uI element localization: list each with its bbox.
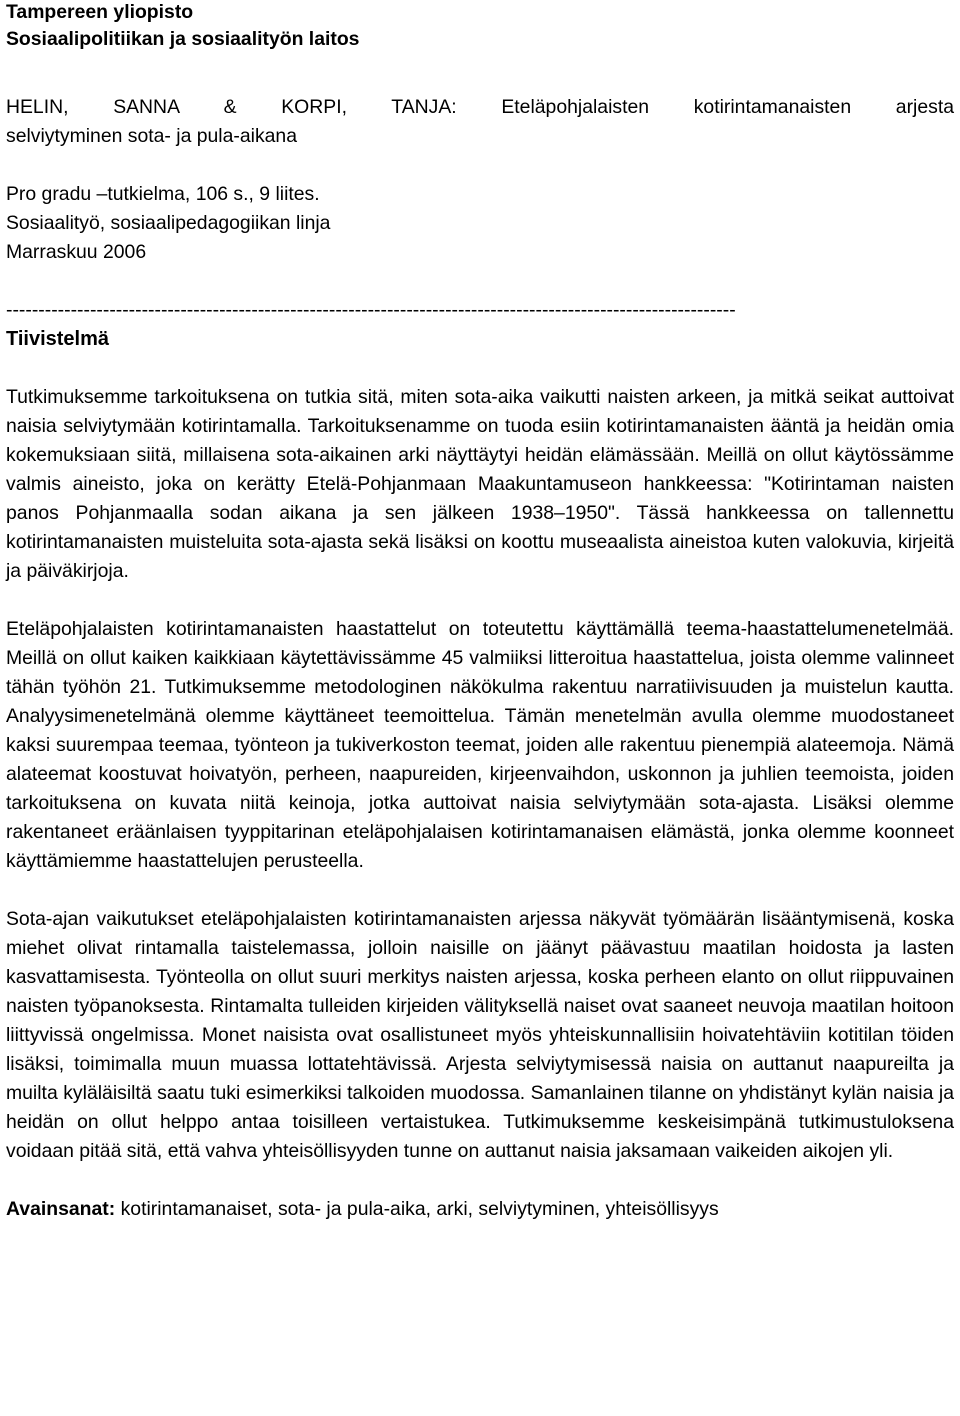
abstract-paragraph-3: Sota-ajan vaikutukset eteläpohjalaisten kotirintamanaisten arjessa näkyvät työmäärän lisääntymisenä, koska miehet olivat rintamalla taistelemassa, jolloin naisille on jäänyt päävastuu maatilan hoidosta ja lasten kasvattamisesta. Työnteolla on ollut suuri merkitys naisten arjessa, koska perheen elanto on ollut riippuvainen naisten työpanoksesta. Rintamalta tulleiden kirjeiden välityksellä naiset ovat saaneet neuvoja maatilan hoitoon liittyvissä ongelmissa. Monet naisista ovat osallistuneet myös yhteiskunnallisiin hoivatehtäviin kotitilan töiden lisäksi, toimimalla muun muassa lottatehtävissä. Arjesta selviytymisessä naisia on auttanut naapureilta ja muilta kyläläisiltä saatu tuki esimerkiksi talkoiden muodossa. Samanlainen tilanne on yhdistänyt kylän naisia ja heidän on ollut helppo antaa toisilleen vertaistukea. Tutkimuksemme keskeisimpänä tutkimustuloksena voidaan pitää sitä, että vahva yhteisöllisyyden tunne on auttanut naisia jaksamaan vaikeiden aikojen yli. bbox=[6, 908, 954, 1162]
thesis-title-line-2: selviytyminen sota- ja pula-aikana bbox=[6, 125, 298, 147]
separator-line: ----------------------------------------------------------------------------------------------------------------- bbox=[6, 299, 736, 321]
abstract-paragraph-1: Tutkimuksemme tarkoituksena on tutkia sitä, miten sota-aika vaikutti naisten arkeen, ja mitkä seikat auttoivat naisia selviytymään kotirintamalla. Tarkoituksenamme on tuoda esiin kotirintamanaisten ääntä ja heidän omia kokemuksiaan siitä, millaisena sota-aikainen arki näyttäytyi heidän elämässään. Meillä on ollut käytössämme valmis aineisto, joka on kerätty Etelä-Pohjanmaan Maakuntamuseon hankkeessa: "Kotirintaman naisten panos Pohjanmaalla sodan aikana ja sen jälkeen 1938–1950". Tässä hankkeessa on tallennettu kotirintamanaisten muisteluita sota-ajasta sekä lisäksi on koottu museaalista aineistoa kuten valokuvia, kirjeitä ja päiväkirjoja. bbox=[6, 386, 954, 582]
keywords-text: kotirintamanaiset, sota- ja pula-aika, arki, selviytyminen, yhteisöllisyys bbox=[115, 1198, 719, 1220]
spacer bbox=[6, 586, 954, 615]
spacer bbox=[6, 876, 954, 905]
thesis-type-pages: Pro gradu –tutkielma, 106 s., 9 liites. bbox=[6, 183, 320, 205]
keywords-label: Avainsanat: bbox=[6, 1198, 116, 1220]
keywords-line bbox=[6, 1195, 954, 1224]
thesis-title-line-1: HELIN, SANNA & KORPI, TANJA: Eteläpohjalaisten kotirintamanaisten arjesta bbox=[6, 96, 954, 118]
abstract-paragraph-2: Eteläpohjalaisten kotirintamanaisten haastattelut on toteutettu käyttämällä teema-haastattelumenetelmää. Meillä on ollut kaiken kaikkiaan käytettävissämme 45 valmiiksi litteroitua haastattelua, joista olemme valinneet tähän työhön 21. Tutkimuksemme metodologinen näkökulma rakentuu narratiivisuuden ja muistelun kautta. Analyysimenetelmänä olemme käyttäneet teemoittelua. Tämän menetelmän avulla olemme muodostaneet kaksi suurempaa teemaa, työnteon ja tukiverkoston teemat, joiden alle rakentuu pienempiä alateemoja. Nämä alateemat koostuvat hoivatyön, perheen, naapureiden, kirjeenvaihdon, uskonnon ja juhlien teemoista, joiden tarkoituksena on kuvata niitä keinoja, jotka auttoivat naisia selviytymään sota-ajasta. Lisäksi olemme rakentaneet eräänlaisen tyyppitarinan eteläpohjalaisen kotirintamanaisen elämästä, jonka olemme koonneet käyttämiemme haastattelujen perusteella. bbox=[6, 618, 954, 872]
university-name: Tampereen yliopisto bbox=[6, 1, 194, 23]
department-name: Sosiaalipolitiikan ja sosiaalityön laitos bbox=[6, 28, 360, 50]
thesis-program: Sosiaalityö, sosiaalipedagogiikan linja bbox=[6, 212, 331, 234]
spacer bbox=[6, 354, 954, 383]
thesis-date: Marraskuu 2006 bbox=[6, 241, 147, 263]
abstract-heading: Tiivistelmä bbox=[6, 328, 110, 350]
